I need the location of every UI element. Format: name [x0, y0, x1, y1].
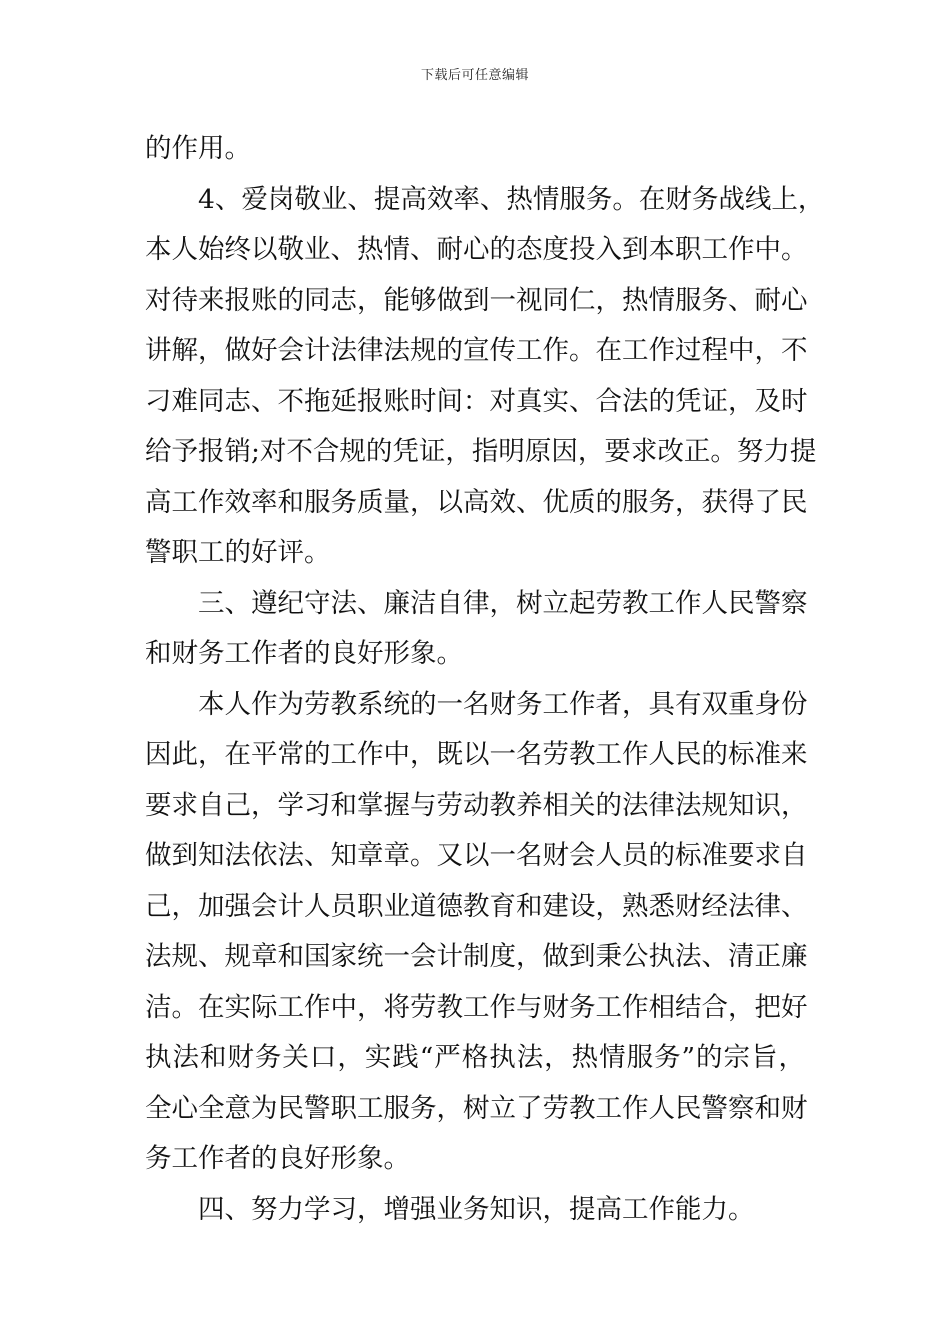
- document-body: [145, 124, 825, 1235]
- text-line: 执法和财务关口，实践“严格执法，热情服务”的宗旨，: [145, 1042, 805, 1073]
- text-line: 因此，在平常的工作中，既以一名劳教工作人民的标准来: [145, 739, 808, 770]
- text-line: 做到知法依法、知章章。又以一名财会人员的标准要求自: [145, 840, 808, 871]
- text-line: 己，加强会计人员职业道德教育和建设，熟悉财经法律、: [145, 890, 808, 922]
- text-line: 法规、规章和国家统一会计制度，做到秉公执法、清正廉: [145, 941, 808, 972]
- text-line: 本人作为劳教系统的一名财务工作者，具有双重身份: [198, 688, 808, 720]
- text-line: 对待来报账的同志，能够做到一视同仁，热情服务、耐心: [145, 284, 808, 316]
- text-line: 刁难同志、不拖延报账时间：对真实、合法的凭证，及时: [145, 385, 808, 417]
- text-line: 四、努力学习，增强业务知识，提高工作能力。: [198, 1193, 755, 1225]
- text-line: 洁。在实际工作中，将劳教工作与财务工作相结合，把好: [145, 991, 808, 1023]
- text-line: 讲解，做好会计法律法规的宣传工作。在工作过程中，不: [145, 335, 808, 366]
- page-header: 下载后可任意编辑: [420, 68, 529, 83]
- text-line: 三、遵纪守法、廉洁自律，树立起劳教工作人民警察: [198, 587, 808, 619]
- text-line: 警职工的好评。: [145, 537, 331, 568]
- text-line: 4、爱岗敬业、提高效率、热情服务。在财务战线上，: [198, 183, 825, 215]
- text-line: 给予报销;对不合规的凭证，指明原因，要求改正。努力提: [145, 436, 817, 467]
- text-line: 和财务工作者的良好形象。: [145, 638, 463, 669]
- text-line: 要求自己，学习和掌握与劳动教养相关的法律法规知识，: [145, 789, 808, 821]
- text-line: 的作用。: [145, 133, 251, 164]
- text-line: 务工作者的良好形象。: [145, 1143, 410, 1174]
- text-line: 全心全意为民警职工服务，树立了劳教工作人民警察和财: [145, 1092, 808, 1124]
- text-line: 本人始终以敬业、热情、耐心的态度投入到本职工作中。: [145, 234, 808, 265]
- text-line: 高工作效率和服务质量，以高效、优质的服务，获得了民: [145, 486, 808, 518]
